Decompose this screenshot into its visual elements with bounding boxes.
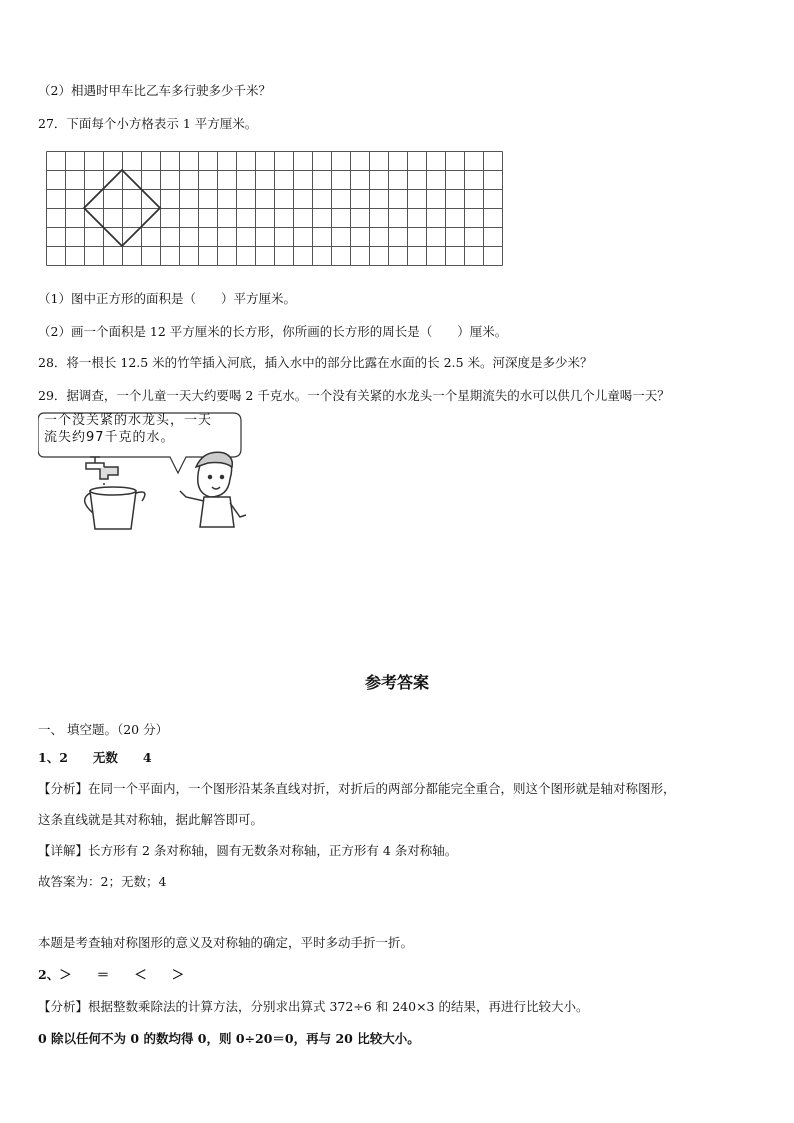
- question-26-part-2: （2）相遇时甲车比乙车多行驶多少千米？: [38, 83, 271, 98]
- question-27: 27．下面每个小方格表示 1 平方厘米。: [38, 116, 258, 131]
- faucet-icon: [86, 457, 118, 489]
- speech-bubble-line-2: 流失约97千克的水。: [44, 430, 175, 445]
- answer-1-result: 故答案为：2；无数；4: [38, 874, 167, 889]
- speech-bubble-line-1: 一个没关紧的水龙头，一天: [44, 413, 213, 428]
- boy-icon: [180, 452, 246, 527]
- question-29: 29．据调查，一个儿童一天大约要喝 2 千克水。一个没有关紧的水龙头一个星期流失的水可以供几个儿童喝一天？: [38, 388, 670, 403]
- answer-key-heading: 参考答案: [364, 673, 429, 692]
- question-27-part-1: （1）图中正方形的面积是（ ）平方厘米。: [38, 291, 296, 306]
- answer-2-analysis: 【分析】根据整数乘除法的计算方法，分别求出算式 372÷6 和 240×3 的结果，再进行比较大小。: [38, 999, 589, 1014]
- answer-1-comment: 本题是考查轴对称图形的意义及对称轴的确定，平时多动手折一折。: [38, 935, 414, 950]
- answer-1: 1、2 无数 4: [38, 750, 152, 765]
- answer-1-analysis-1: 【分析】在同一个平面内，一个图形沿某条直线对折，对折后的两部分都能完全重合，则这个图形就是轴对称图形，: [38, 781, 676, 796]
- bucket-icon: [85, 487, 145, 529]
- question-27-part-2: （2）画一个面积是 12 平方厘米的长方形，你所画的长方形的周长是（ ）厘米。: [38, 324, 508, 339]
- answer-1-analysis-2: 这条直线就是其对称轴，据此解答即可。: [38, 812, 264, 827]
- answer-2-note: 0 除以任何不为 0 的数均得 0，则 0÷20＝0，再与 20 比较大小。: [38, 1031, 420, 1046]
- answer-1-detail: 【详解】长方形有 2 条对称轴，圆有无数条对称轴，正方形有 4 条对称轴。: [38, 843, 458, 858]
- section-1-heading: 一、 填空题。（20 分）: [38, 722, 169, 737]
- square-grid: [46, 150, 504, 270]
- answer-2: 2、＞ ＝ ＜ ＞: [38, 967, 185, 982]
- question-28: 28．将一根长 12.5 米的竹竿插入河底，插入水中的部分比露在水面的长 2.5 米。河深度是多少米？: [38, 355, 593, 370]
